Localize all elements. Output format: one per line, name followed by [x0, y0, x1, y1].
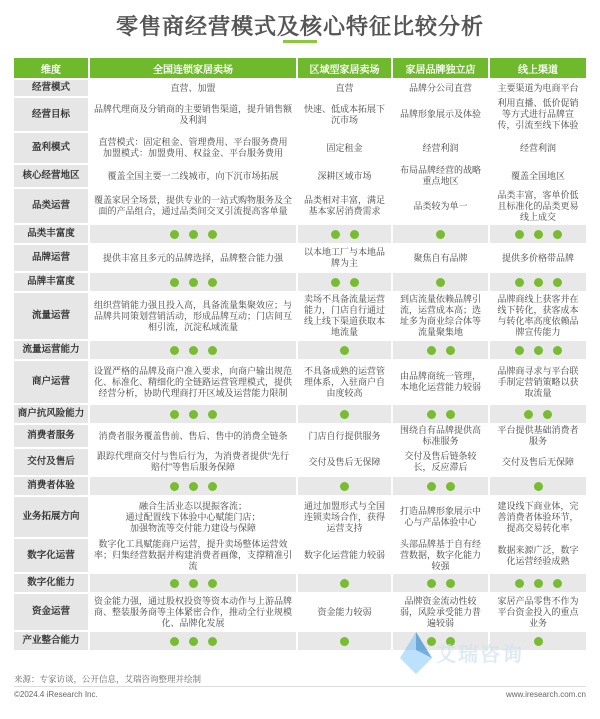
rating-dot-icon	[208, 637, 217, 646]
rating-dot-icon	[427, 482, 436, 491]
rating-dot-icon	[170, 482, 179, 491]
table-cell: 经营利润	[488, 133, 586, 163]
rating-dot-icon	[553, 579, 562, 588]
rating-dot-icon	[446, 410, 455, 419]
table-row	[14, 189, 586, 223]
rating-cell	[391, 477, 488, 495]
comparison-table	[14, 56, 586, 652]
table-cell: 品类相对丰富，满足基本家居消费需求	[296, 189, 391, 223]
rating-dot-icon	[189, 579, 198, 588]
title-underline	[283, 40, 317, 43]
table-cell: 利用直播、低价促销等方式进行品牌宣传，引流至线下体验	[488, 98, 586, 131]
copyright: ©2024.4 iResearch Inc.	[14, 690, 98, 699]
rating-dots	[165, 229, 222, 240]
rating-cell	[88, 477, 296, 495]
table-cell: 数字化运营能力较弱	[296, 539, 391, 572]
rating-cell	[488, 273, 586, 291]
rating-cell	[88, 405, 296, 423]
rating-dot-icon	[427, 410, 436, 419]
dimension-label: 产业整合能力	[14, 632, 88, 650]
rating-cell	[391, 341, 488, 359]
table-cell: 消费者服务覆盖售前、售后、售中的消费全链条	[88, 425, 296, 447]
rating-dot-icon	[331, 230, 340, 239]
rating-cell	[88, 341, 296, 359]
rating-dot-icon	[446, 482, 455, 491]
rating-dot-icon	[436, 278, 445, 287]
dimension-label: 品牌运营	[14, 245, 88, 271]
rating-dots	[165, 578, 222, 589]
table-cell: 组织营销能力强且投入高，具备流量集聚效应；与品牌共同策划营销活动，形成品牌互动；门店间互相引流，沉淀私域流量	[88, 293, 296, 339]
rating-dot-icon	[446, 346, 455, 355]
table-cell: 深耕区域市场	[296, 165, 391, 187]
rating-dot-icon	[208, 579, 217, 588]
dimension-label: 流量运营能力	[14, 341, 88, 359]
logo-mark-icon	[396, 628, 436, 678]
rating-dot-icon	[189, 278, 198, 287]
rating-dots	[335, 409, 354, 420]
table-cell: 品牌商线上获客并在线下转化，获客成本与转化率高度依赖品牌宣传能力	[488, 293, 586, 339]
table-cell: 卖场不具备流量运营能力，门店自行通过线上线下渠道获取本地流量	[296, 293, 391, 339]
rating-cell	[296, 477, 391, 495]
rating-cell	[296, 273, 391, 291]
table-cell: 聚焦自有品牌	[391, 245, 488, 271]
table-cell: 直营模式：固定租金、管理费用、平台服务费用 加盟模式：加盟费用、权益金、平台服务费用	[88, 133, 296, 163]
rating-dot-icon	[534, 346, 543, 355]
table-row	[14, 133, 586, 163]
rating-dots	[529, 481, 548, 492]
table-cell: 覆盖全国主要一二线城市，向下沉市场拓展	[88, 165, 296, 187]
rating-dots	[510, 578, 567, 589]
rating-dot-icon	[534, 579, 543, 588]
rating-dot-icon	[515, 346, 524, 355]
rating-dots	[165, 409, 222, 420]
table-cell: 经营利润	[391, 133, 488, 163]
dimension-label: 商户抗风险能力	[14, 405, 88, 423]
rating-dot-icon	[553, 278, 562, 287]
rating-row	[14, 273, 586, 291]
rating-dot-icon	[350, 278, 359, 287]
table-row	[14, 361, 586, 403]
table-cell: 固定租金	[296, 133, 391, 163]
dimension-label: 经营目标	[14, 98, 88, 131]
rating-dot-icon	[170, 410, 179, 419]
dimension-label: 消费者服务	[14, 425, 88, 447]
rating-dot-icon	[436, 230, 445, 239]
footer-divider	[14, 686, 586, 687]
table-cell: 品牌形象展示及体验	[391, 98, 488, 131]
table-row	[14, 449, 586, 475]
rating-dots	[510, 345, 567, 356]
table-cell: 品类较为单一	[391, 189, 488, 223]
rating-dot-icon	[350, 230, 359, 239]
table-cell: 围绕自有品牌提供高标准服务	[391, 425, 488, 447]
rating-cell	[391, 574, 488, 592]
dimension-label: 资金运营	[14, 594, 88, 630]
rating-dot-icon	[170, 579, 179, 588]
table-cell: 打造品牌形象展示中心与产品体验中心	[391, 497, 488, 537]
table-cell: 直营	[296, 80, 391, 96]
rating-dot-icon	[189, 410, 198, 419]
table-cell: 融合生活业态以提振客流； 通过配置线下体验中心赋能门店； 加强物流等交付能力建设与保障	[88, 497, 296, 537]
table-cell: 头部品牌基于自有经营数据，数字化能力较强	[391, 539, 488, 572]
dimension-label: 核心经营地区	[14, 165, 88, 187]
rating-cell	[296, 405, 391, 423]
rating-dots	[165, 277, 222, 288]
table-cell: 交付及售后链条较长，反应滞后	[391, 449, 488, 475]
rating-dot-icon	[170, 637, 179, 646]
table-cell: 布局品牌经营的战略重点地区	[391, 165, 488, 187]
iresearch-logo	[396, 628, 576, 678]
table-cell: 品牌代理商及分销商的主要销售渠道，提升销售额及利润	[88, 98, 296, 131]
rating-cell	[88, 273, 296, 291]
table-cell: 快速、低成本拓展下沉市场	[296, 98, 391, 131]
table-cell: 家居产品零售不作为平台资金投入的重点业务	[488, 594, 586, 630]
rating-cell	[488, 574, 586, 592]
rating-dot-icon	[208, 230, 217, 239]
dimension-label: 商户运营	[14, 361, 88, 403]
table-cell: 交付及售后无保障	[296, 449, 391, 475]
dimension-label: 数字化能力	[14, 574, 88, 592]
header-brand-store: 家居品牌独立店	[391, 58, 488, 78]
header-dimension: 维度	[14, 58, 88, 78]
rating-dots	[165, 636, 222, 647]
rating-dots	[335, 481, 354, 492]
rating-cell	[296, 341, 391, 359]
rating-dot-icon	[543, 410, 552, 419]
rating-cell	[88, 632, 296, 650]
rating-dot-icon	[534, 230, 543, 239]
rating-dot-icon	[208, 482, 217, 491]
table-row	[14, 98, 586, 131]
table-cell: 品牌商寻求与平台联手制定营销策略以获取流量	[488, 361, 586, 403]
rating-dots	[422, 345, 460, 356]
rating-dot-icon	[208, 278, 217, 287]
rating-cell	[296, 632, 391, 650]
rating-dot-icon	[515, 230, 524, 239]
dimension-label: 流量运营	[14, 293, 88, 339]
rating-dots	[326, 229, 364, 240]
table-cell: 交付及售后无保障	[488, 449, 586, 475]
rating-dot-icon	[189, 230, 198, 239]
dimension-label: 品类丰富度	[14, 225, 88, 243]
table-row	[14, 80, 586, 96]
header-national-chain: 全国连锁家居卖场	[88, 58, 296, 78]
rating-dots	[519, 409, 557, 420]
table-row	[14, 497, 586, 537]
rating-dot-icon	[553, 346, 562, 355]
dimension-label: 数字化运营	[14, 539, 88, 572]
dimension-label: 经营模式	[14, 80, 88, 96]
table-cell: 通过加盟形式与全国连锁卖场合作，获得运营支持	[296, 497, 391, 537]
table-cell: 品牌资金流动性较弱，风险承受能力普遍较弱	[391, 594, 488, 630]
table-header-row	[14, 58, 586, 78]
table-row	[14, 293, 586, 339]
table-cell: 数字化工具赋能商户运营，提升卖场整体运营效率；归集经营数据并构建消费者画像，支撑精准引流	[88, 539, 296, 572]
table-cell: 提供多价格带品牌	[488, 245, 586, 271]
rating-dots	[165, 345, 222, 356]
table-cell: 由品牌商统一管理，本地化运营能力较弱	[391, 361, 488, 403]
rating-cell	[296, 225, 391, 243]
rating-dot-icon	[170, 278, 179, 287]
rating-dot-icon	[170, 346, 179, 355]
rating-dot-icon	[515, 579, 524, 588]
dimension-label: 交付及售后	[14, 449, 88, 475]
rating-dots	[335, 578, 354, 589]
rating-dot-icon	[208, 410, 217, 419]
rating-dot-icon	[340, 410, 349, 419]
rating-dot-icon	[331, 278, 340, 287]
rating-dot-icon	[340, 579, 349, 588]
table-cell: 资金能力较弱	[296, 594, 391, 630]
table-row	[14, 165, 586, 187]
rating-dot-icon	[189, 346, 198, 355]
table-cell: 建设线下商业体，完善消费者体验环节，提高交易转化率	[488, 497, 586, 537]
rating-dot-icon	[553, 230, 562, 239]
rating-cell	[391, 225, 488, 243]
table-row	[14, 539, 586, 572]
rating-cell	[391, 405, 488, 423]
dimension-label: 业务拓展方向	[14, 497, 88, 537]
website-link: www.iresearch.com.cn	[505, 690, 586, 699]
rating-dot-icon	[446, 579, 455, 588]
logo-watermark: 艾瑞咨询	[436, 644, 524, 666]
rating-row	[14, 225, 586, 243]
rating-dot-icon	[524, 410, 533, 419]
rating-dots	[422, 409, 460, 420]
header-regional-mall: 区域型家居卖场	[296, 58, 391, 78]
rating-cell	[88, 225, 296, 243]
rating-cell	[88, 574, 296, 592]
rating-dots	[431, 277, 450, 288]
rating-dot-icon	[515, 278, 524, 287]
rating-dots	[510, 277, 567, 288]
table-cell: 直营、加盟	[88, 80, 296, 96]
table-cell: 不具备成熟的运营管理体系，入驻商户自由度较高	[296, 361, 391, 403]
rating-dots	[326, 277, 364, 288]
rating-dot-icon	[170, 230, 179, 239]
rating-row	[14, 574, 586, 592]
table-cell: 跟踪代理商交付与售后行为，为消费者提供“先行赔付”等售后服务保障	[88, 449, 296, 475]
dimension-label: 品牌丰富度	[14, 273, 88, 291]
table-cell: 覆盖全国地区	[488, 165, 586, 187]
table-cell: 数据来源广泛，数字化运营经验成熟	[488, 539, 586, 572]
rating-dot-icon	[189, 482, 198, 491]
table-cell: 门店自行提供服务	[296, 425, 391, 447]
rating-cell	[296, 574, 391, 592]
rating-dot-icon	[189, 637, 198, 646]
rating-dots	[165, 481, 222, 492]
rating-row	[14, 477, 586, 495]
rating-dots	[510, 229, 567, 240]
source-note: 来源：专家访谈，公开信息，艾瑞咨询整理并绘制	[14, 674, 202, 684]
rating-dots	[422, 481, 460, 492]
dimension-label: 消费者体验	[14, 477, 88, 495]
rating-dots	[431, 229, 450, 240]
rating-dot-icon	[427, 346, 436, 355]
rating-dot-icon	[534, 278, 543, 287]
table-cell: 品类丰富，客单价低且标准化的品类更易线上成交	[488, 189, 586, 223]
rating-dot-icon	[208, 346, 217, 355]
rating-cell	[488, 225, 586, 243]
rating-dot-icon	[534, 482, 543, 491]
table-cell: 平台提供基础消费者服务	[488, 425, 586, 447]
rating-dots	[335, 636, 354, 647]
table-cell: 资金能力强，通过股权投资等资本动作与上游品牌商、整装服务商等主体紧密合作，推动全行业规模化、品牌化发展	[88, 594, 296, 630]
rating-row	[14, 405, 586, 423]
table-cell: 设置严格的品牌及商户准入要求，向商户输出规范化、标准化、精细化的全链路运营管理模式，提供经营分析，协助代理商打开区域及运营能力限制	[88, 361, 296, 403]
header-online-channel: 线上渠道	[488, 58, 586, 78]
page-title: 零售商经营模式及核心特征比较分析	[115, 14, 484, 39]
table-row	[14, 425, 586, 447]
table-cell: 到店流量依赖品牌引流，运营成本高；选址多为商业综合体等流量聚集地	[391, 293, 488, 339]
rating-cell	[488, 341, 586, 359]
dimension-label: 盈利模式	[14, 133, 88, 163]
table-cell: 品牌分公司直营	[391, 80, 488, 96]
rating-dots	[422, 578, 460, 589]
table-cell: 以本地工厂与本地品牌为主	[296, 245, 391, 271]
rating-dot-icon	[340, 346, 349, 355]
table-row	[14, 594, 586, 630]
rating-dot-icon	[340, 637, 349, 646]
table-cell: 提供丰富且多元的品牌选择，品牌整合能力强	[88, 245, 296, 271]
table-body	[14, 80, 586, 650]
table-row	[14, 245, 586, 271]
rating-cell	[488, 405, 586, 423]
rating-cell	[391, 273, 488, 291]
table-cell: 覆盖家居全场景，提供专业的一站式购物服务及全面的产品组合，通过品类间交叉引流提高客单量	[88, 189, 296, 223]
rating-cell	[488, 477, 586, 495]
rating-dot-icon	[340, 482, 349, 491]
rating-dots	[335, 345, 354, 356]
table-cell: 主要渠道为电商平台	[488, 80, 586, 96]
dimension-label: 品类运营	[14, 189, 88, 223]
rating-dot-icon	[427, 579, 436, 588]
rating-row	[14, 341, 586, 359]
